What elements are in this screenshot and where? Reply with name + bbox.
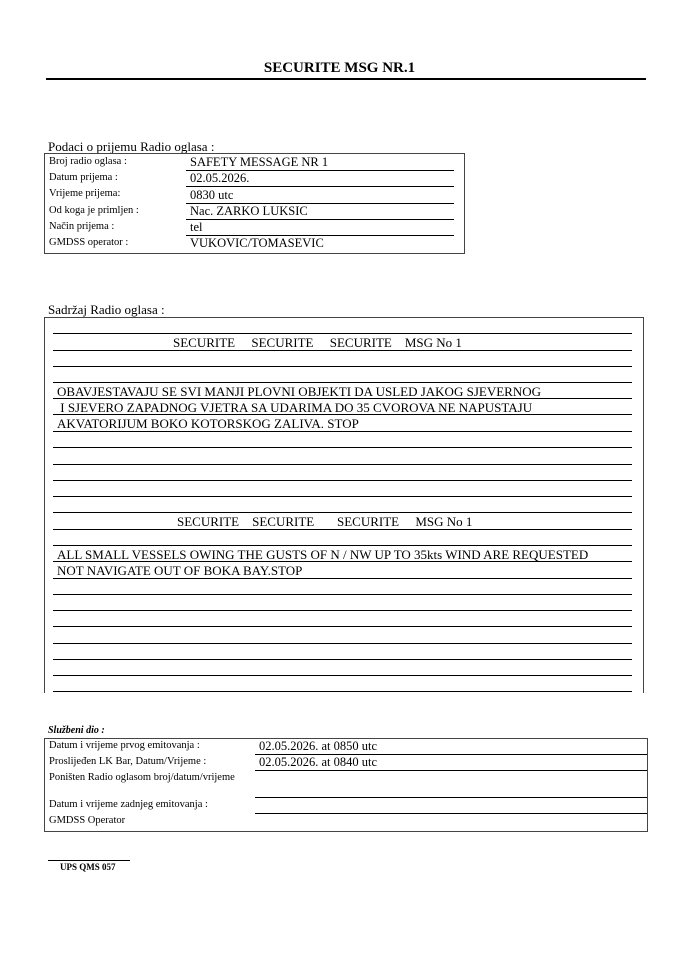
gmdss-operator-official-label: GMDSS Operator — [49, 815, 126, 826]
gmdss-operator-value: VUKOVIC/TOMASEVIC — [190, 236, 324, 250]
ruled-line — [53, 431, 632, 432]
datum-prijema-value: 02.05.2026. — [190, 171, 250, 185]
ruled-line — [53, 447, 632, 448]
ruled-line — [53, 382, 632, 383]
document-title: SECURITE MSG NR.1 — [263, 60, 416, 76]
securite-header-english: SECURITE SECURITE SECURITE MSG No 1 — [177, 514, 473, 529]
ruled-line — [53, 643, 632, 644]
field-line — [186, 186, 454, 187]
ruled-line — [53, 333, 632, 334]
proslijeden-value: 02.05.2026. at 0840 utc — [259, 755, 378, 769]
nacin-prijema-label: Način prijema : — [49, 221, 115, 232]
broj-oglasa-value: SAFETY MESSAGE NR 1 — [190, 155, 329, 169]
zadnje-emitovanje-label: Datum i vrijeme zadnjeg emitovanja : — [49, 799, 208, 810]
ruled-line — [53, 594, 632, 595]
nacin-prijema-value: tel — [190, 220, 203, 234]
field-line — [186, 219, 454, 220]
message-line-local: AKVATORIJUM BOKO KOTORSKOG ZALIVA. STOP — [57, 416, 359, 431]
ruled-line — [53, 464, 632, 465]
ruled-line — [53, 578, 632, 579]
ruled-line — [53, 659, 632, 660]
ruled-line — [53, 414, 632, 415]
field-line — [255, 770, 647, 771]
message-line-english: ALL SMALL VESSELS OWING THE GUSTS OF N / NW UP TO 35kts WIND ARE REQUESTED — [57, 547, 589, 562]
proslijeden-label: Proslijeđen LK Bar, Datum/Vrijeme : — [49, 756, 207, 767]
ruled-line — [53, 496, 632, 497]
field-line — [255, 813, 647, 814]
message-line-english: NOT NAVIGATE OUT OF BOKA BAY.STOP — [57, 563, 303, 578]
ruled-line — [53, 529, 632, 530]
field-line — [255, 797, 647, 798]
ponisten-label: Poništen Radio oglasom broj/datum/vrijeme — [49, 772, 235, 783]
title-rule — [46, 78, 646, 80]
od-koga-label: Od koga je primljen : — [49, 205, 139, 216]
securite-header-local: SECURITE SECURITE SECURITE MSG No 1 — [173, 335, 462, 350]
vrijeme-prijema-label: Vrijeme prijema: — [49, 188, 121, 199]
ruled-line — [53, 626, 632, 627]
reception-heading: Podaci o prijemu Radio oglasa : — [48, 139, 215, 154]
ruled-line — [53, 545, 632, 546]
gmdss-operator-label: GMDSS operator : — [49, 237, 129, 248]
broj-oglasa-label: Broj radio oglasa : — [49, 156, 127, 167]
official-heading: Službeni dio : — [48, 725, 105, 736]
ruled-line — [53, 366, 632, 367]
ruled-line — [53, 610, 632, 611]
message-line-local: I SJEVERO ZAPADNOG VJETRA SA UDARIMA DO 35 CVOROVA NE NAPUSTAJU — [57, 400, 533, 415]
ruled-line — [53, 675, 632, 676]
datum-prijema-label: Datum prijema : — [49, 172, 118, 183]
ruled-line — [53, 691, 632, 692]
prvo-emitovanje-value: 02.05.2026. at 0850 utc — [259, 739, 378, 753]
footer-rule — [48, 860, 130, 861]
ruled-line — [53, 512, 632, 513]
ruled-line — [53, 480, 632, 481]
content-box — [44, 317, 644, 693]
message-line-local: OBAVJESTAVAJU SE SVI MANJI PLOVNI OBJEKTI DA USLED JAKOG SJEVERNOG — [57, 384, 541, 399]
prvo-emitovanje-label: Datum i vrijeme prvog emitovanja : — [49, 740, 200, 751]
ruled-line — [53, 561, 632, 562]
ruled-line — [53, 350, 632, 351]
od-koga-value: Nac. ZARKO LUKSIC — [190, 204, 308, 218]
ruled-line — [53, 398, 632, 399]
content-heading: Sadržaj Radio oglasa : — [48, 302, 165, 317]
form-code: UPS QMS 057 — [60, 862, 116, 872]
vrijeme-prijema-value: 0830 utc — [190, 188, 234, 202]
